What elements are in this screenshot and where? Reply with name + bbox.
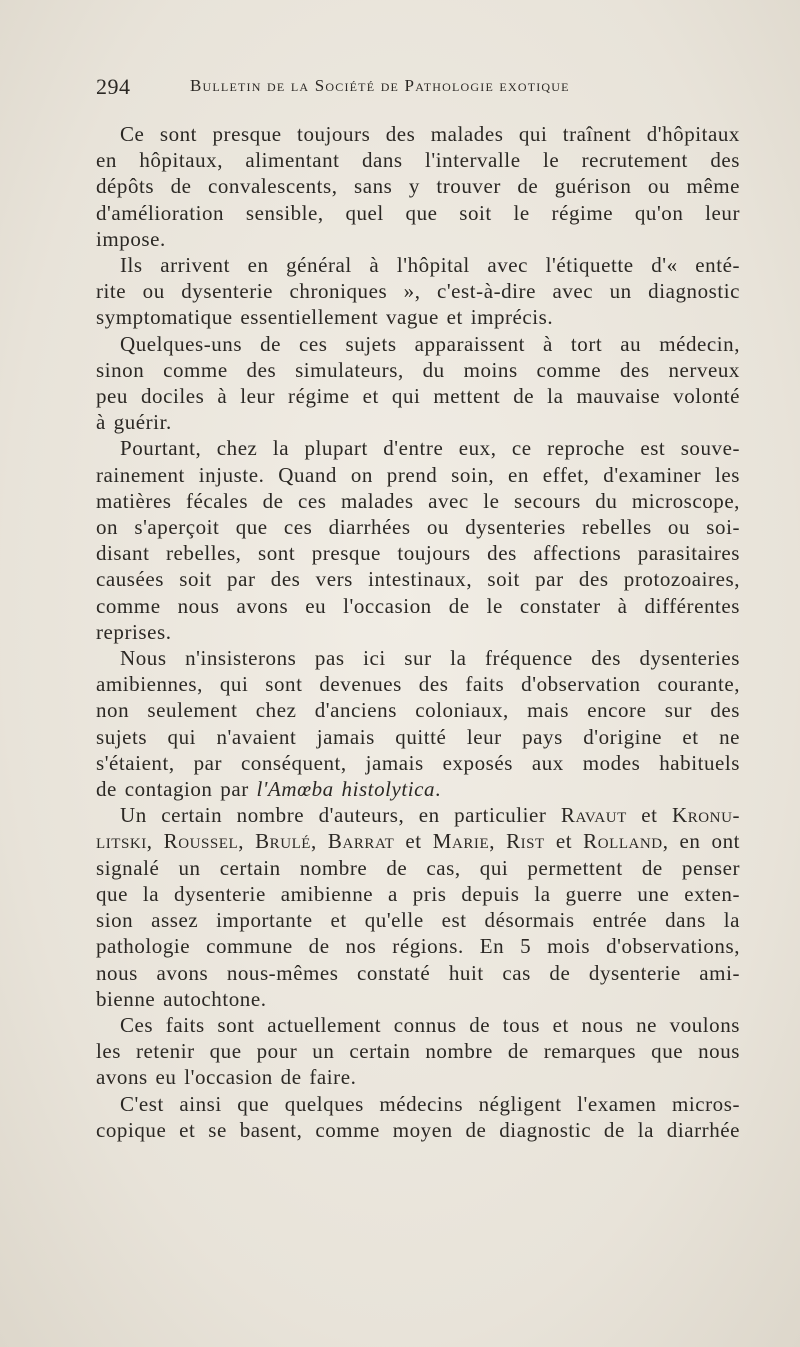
- paragraph-1: [96, 121, 740, 252]
- text-line: Ces faits sont actuellement connus de tous et nous ne voulons: [120, 1012, 740, 1037]
- paragraph-7: [96, 1012, 740, 1091]
- text-line: en hôpitaux, alimentant dans l'intervalle le recrutement des: [96, 148, 740, 173]
- text-segment: et: [544, 829, 584, 854]
- author-name: Rolland: [583, 829, 663, 854]
- text-line: [96, 802, 740, 828]
- text-line: non seulement chez d'anciens coloniaux, mais encore sur des: [96, 698, 740, 723]
- paragraph-4: [96, 435, 740, 645]
- text-line: reprises.: [96, 619, 172, 644]
- author-name: Ravaut: [560, 803, 627, 828]
- author-name: Rist: [506, 829, 545, 854]
- text-line: Ils arrivent en général à l'hôpital avec l'étiquette d'« enté-: [120, 253, 740, 278]
- text-line: dépôts de convalescents, sans y trouver de guérison ou même: [96, 174, 740, 199]
- text-segment: de contagion par: [96, 777, 257, 802]
- text-line: Pourtant, chez la plupart d'entre eux, ce reproche est souve-: [120, 436, 740, 461]
- author-name: Marie: [432, 829, 490, 854]
- text-line: rite ou dysenterie chroniques », c'est-à-dire avec un diagnostic: [96, 279, 740, 304]
- text-line: Ce sont presque toujours des malades qui traînent d'hôpitaux: [120, 122, 740, 146]
- text-line: sion assez importante et qu'elle est désormais entrée dans la: [96, 908, 740, 933]
- text-line: d'amélioration sensible, quel que soit le régime qu'on leur: [96, 200, 740, 225]
- text-segment: Un certain nombre d'auteurs, en particulier: [120, 803, 561, 828]
- paragraph-3: [96, 331, 740, 436]
- text-segment: ,: [146, 829, 164, 854]
- text-segment: ,: [238, 829, 256, 854]
- paragraph-8: [96, 1091, 740, 1143]
- species-name: l'Amœba histolytica: [256, 777, 436, 802]
- page-header: [96, 74, 700, 104]
- text-line: Quelques-uns de ces sujets apparaissent à tort au médecin,: [120, 331, 740, 356]
- text-line: sujets qui n'avaient jamais quitté leur pays d'origine et ne: [96, 724, 740, 749]
- text-line: disant rebelles, sont presque toujours des affections parasitaires: [96, 541, 740, 566]
- text-line: signalé un certain nombre de cas, qui permettent de penser: [96, 855, 740, 880]
- paragraph-2: [96, 252, 740, 331]
- text-line: nous avons nous-mêmes constaté huit cas de dysenterie ami-: [96, 960, 740, 985]
- running-title: Bulletin de la Société de Pathologie exotique: [190, 76, 570, 95]
- text-segment: , en ont: [662, 829, 741, 854]
- text-line: matières fécales de ces malades avec le secours du microscope,: [96, 488, 740, 513]
- text-line: peu dociles à leur régime et qui mettent de la mauvaise volonté: [96, 384, 740, 409]
- text-line: à guérir.: [96, 410, 172, 435]
- text-line: [96, 828, 740, 854]
- text-line: [96, 776, 740, 802]
- text-segment: et: [626, 803, 673, 828]
- text-line: on s'aperçoit que ces diarrhées ou dysenteries rebelles ou soi-: [96, 515, 740, 540]
- text-line: Nous n'insisterons pas ici sur la fréquence des dysenteries: [120, 646, 740, 671]
- text-line: C'est ainsi que quelques médecins négligent l'examen micros-: [120, 1091, 740, 1116]
- body-text: [96, 121, 740, 1143]
- text-line: amibiennes, qui sont devenues des faits d'observation courante,: [96, 672, 740, 697]
- text-line: impose.: [96, 226, 166, 251]
- text-line: pathologie commune de nos régions. En 5 mois d'observations,: [96, 934, 740, 959]
- author-name: Brulé: [255, 829, 312, 854]
- text-line: rainement injuste. Quand on prend soin, en effet, d'examiner les: [96, 462, 740, 487]
- text-line: s'étaient, par conséquent, jamais exposés aux modes habituels: [96, 750, 740, 775]
- text-line: sinon comme des simulateurs, du moins comme des nerveux: [96, 357, 740, 382]
- author-name: Roussel: [163, 829, 239, 854]
- text-line: copique et se basent, comme moyen de diagnostic de la diarrhée: [96, 1117, 740, 1142]
- text-segment: .: [435, 777, 441, 802]
- author-name: Barrat: [327, 829, 395, 854]
- text-line: que la dysenterie amibienne a pris depuis la guerre une exten-: [96, 881, 740, 906]
- page-number: 294: [96, 74, 131, 99]
- author-name: Kronu-: [672, 803, 740, 828]
- text-line: causées soit par des vers intestinaux, soit par des protozoaires,: [96, 567, 740, 592]
- text-segment: ,: [311, 829, 328, 854]
- text-line: bienne autochtone.: [96, 986, 267, 1011]
- text-line: comme nous avons eu l'occasion de le constater à différentes: [96, 593, 740, 618]
- paragraph-6: [96, 802, 740, 1012]
- text-segment: et: [394, 829, 433, 854]
- author-name: litski: [96, 829, 147, 854]
- text-line: symptomatique essentiellement vague et imprécis.: [96, 305, 554, 330]
- text-line: les retenir que pour un certain nombre de remarques que nous: [96, 1039, 740, 1064]
- text-line: avons eu l'occasion de faire.: [96, 1065, 357, 1090]
- paragraph-5: [96, 645, 740, 802]
- text-segment: ,: [489, 829, 507, 854]
